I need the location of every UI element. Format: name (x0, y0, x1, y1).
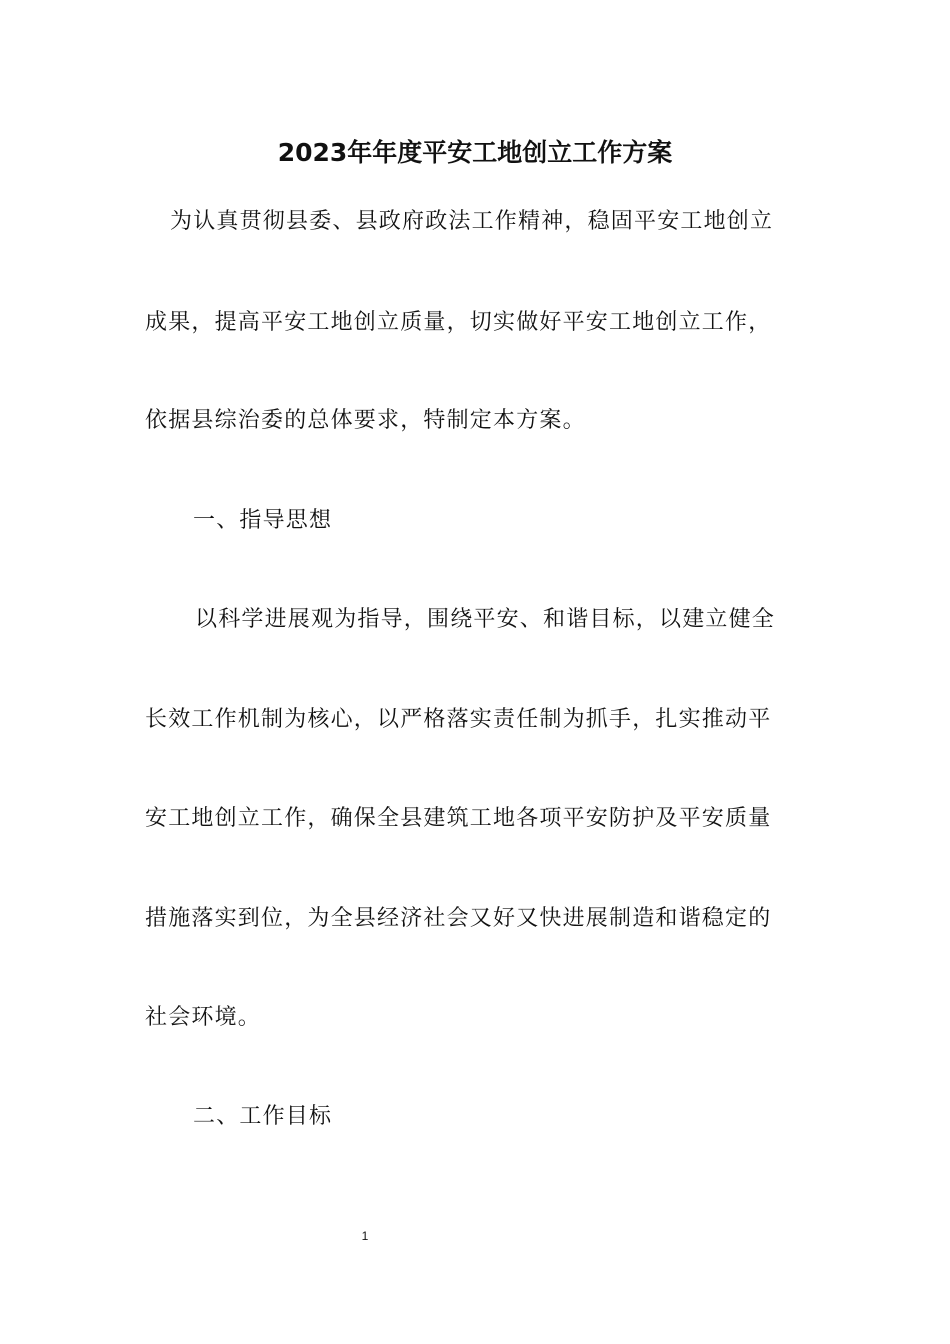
paragraph-line: 长效工作机制为核心，以严格落实责任制为抓手，扎实推动平 (145, 707, 772, 732)
paragraph-line: 成果，提高平安工地创立质量，切实做好平安工地创立工作， (145, 310, 772, 335)
section-heading: 一、指导思想 (193, 508, 333, 533)
page-number: 1 (361, 1229, 369, 1243)
paragraph-line: 措施落实到位，为全县经济社会又好又快进展制造和谐稳定的 (145, 906, 772, 931)
document-title: 2023年年度平安工地创立工作方案 (277, 138, 673, 167)
section-heading: 二、工作目标 (193, 1104, 333, 1129)
paragraph-line: 社会环境。 (145, 1005, 262, 1030)
paragraph-line: 安工地创立工作，确保全县建筑工地各项平安防护及平安质量 (145, 806, 772, 831)
paragraph-line: 以科学进展观为指导，围绕平安、和谐目标，以建立健全 (195, 607, 776, 632)
paragraph-line: 为认真贯彻县委、县政府政法工作精神，稳固平安工地创立 (170, 209, 774, 234)
paragraph-line: 依据县综治委的总体要求，特制定本方案。 (145, 408, 586, 433)
